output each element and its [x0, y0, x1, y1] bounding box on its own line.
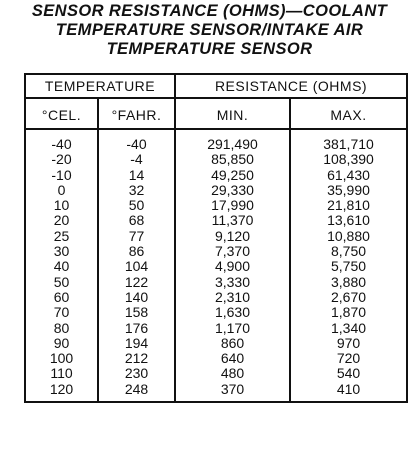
fahrenheit-header: °FAHR.: [98, 98, 175, 129]
title-line-2: TEMPERATURE SENSOR/INTAKE AIR: [55, 21, 364, 39]
celsius-header: °CEL.: [25, 98, 98, 129]
min-resistance-cell: 1,170: [175, 321, 290, 336]
fahrenheit-cell: 176: [98, 321, 175, 336]
min-resistance-cell: 1,630: [175, 305, 290, 320]
fahrenheit-cell: 77: [98, 229, 175, 244]
fahrenheit-cell: 230: [98, 366, 175, 381]
table-row: [25, 213, 407, 228]
celsius-cell: 0: [25, 183, 98, 198]
max-resistance-cell: 21,810: [290, 198, 407, 213]
celsius-cell: 100: [25, 351, 98, 366]
celsius-cell: -10: [25, 168, 98, 183]
max-resistance-cell: 10,880: [290, 229, 407, 244]
max-resistance-cell: 970: [290, 336, 407, 351]
min-resistance-cell: 4,900: [175, 259, 290, 274]
table-row: [25, 290, 407, 305]
min-resistance-cell: 370: [175, 382, 290, 402]
celsius-cell: 70: [25, 305, 98, 320]
min-resistance-cell: 7,370: [175, 244, 290, 259]
max-resistance-cell: 3,880: [290, 275, 407, 290]
max-resistance-cell: 381,710: [290, 129, 407, 152]
fahrenheit-cell: 122: [98, 275, 175, 290]
celsius-cell: 50: [25, 275, 98, 290]
table-row: [25, 275, 407, 290]
min-resistance-cell: 3,330: [175, 275, 290, 290]
fahrenheit-cell: 158: [98, 305, 175, 320]
fahrenheit-cell: 194: [98, 336, 175, 351]
fahrenheit-cell: 50: [98, 198, 175, 213]
table-row: [25, 259, 407, 274]
table-body: [25, 129, 407, 402]
max-resistance-cell: 5,750: [290, 259, 407, 274]
celsius-cell: 80: [25, 321, 98, 336]
min-resistance-cell: 85,850: [175, 152, 290, 167]
fahrenheit-cell: 140: [98, 290, 175, 305]
celsius-cell: 10: [25, 198, 98, 213]
title-line-3: TEMPERATURE SENSOR: [106, 40, 313, 58]
title-line-1: SENSOR RESISTANCE (OHMS)—COOLANT: [31, 2, 388, 20]
table-row: [25, 336, 407, 351]
table-row: [25, 305, 407, 320]
max-resistance-cell: 410: [290, 382, 407, 402]
max-resistance-cell: 35,990: [290, 183, 407, 198]
table-row: [25, 382, 407, 402]
max-resistance-cell: 108,390: [290, 152, 407, 167]
fahrenheit-cell: 248: [98, 382, 175, 402]
celsius-cell: -20: [25, 152, 98, 167]
celsius-cell: 120: [25, 382, 98, 402]
min-resistance-cell: 480: [175, 366, 290, 381]
min-resistance-cell: 17,990: [175, 198, 290, 213]
celsius-cell: 110: [25, 366, 98, 381]
fahrenheit-cell: 14: [98, 168, 175, 183]
max-resistance-cell: 61,430: [290, 168, 407, 183]
max-resistance-cell: 2,670: [290, 290, 407, 305]
table-row: [25, 183, 407, 198]
max-resistance-cell: 540: [290, 366, 407, 381]
min-resistance-cell: 640: [175, 351, 290, 366]
fahrenheit-cell: -4: [98, 152, 175, 167]
fahrenheit-cell: 86: [98, 244, 175, 259]
fahrenheit-cell: 32: [98, 183, 175, 198]
fahrenheit-cell: 212: [98, 351, 175, 366]
temperature-group-header: TEMPERATURE: [25, 74, 175, 98]
table-row: [25, 321, 407, 336]
max-resistance-cell: 1,340: [290, 321, 407, 336]
celsius-cell: 60: [25, 290, 98, 305]
resistance-group-header: RESISTANCE (OHMS): [175, 74, 407, 98]
celsius-cell: -40: [25, 129, 98, 152]
table-row: [25, 129, 407, 152]
fahrenheit-cell: 104: [98, 259, 175, 274]
min-resistance-cell: 29,330: [175, 183, 290, 198]
table-row: [25, 244, 407, 259]
min-resistance-cell: 291,490: [175, 129, 290, 152]
table-row: [25, 366, 407, 381]
table-row: [25, 351, 407, 366]
sensor-resistance-table: [24, 73, 408, 403]
table-row: [25, 198, 407, 213]
min-resistance-cell: 11,370: [175, 213, 290, 228]
celsius-cell: 20: [25, 213, 98, 228]
max-resistance-cell: 1,870: [290, 305, 407, 320]
min-resistance-cell: 49,250: [175, 168, 290, 183]
fahrenheit-cell: 68: [98, 213, 175, 228]
max-resistance-cell: 13,610: [290, 213, 407, 228]
min-header: MIN.: [175, 98, 290, 129]
celsius-cell: 30: [25, 244, 98, 259]
table-row: [25, 152, 407, 167]
max-resistance-cell: 720: [290, 351, 407, 366]
max-header: MAX.: [290, 98, 407, 129]
celsius-cell: 40: [25, 259, 98, 274]
document-title: [0, 2, 419, 59]
min-resistance-cell: 9,120: [175, 229, 290, 244]
fahrenheit-cell: -40: [98, 129, 175, 152]
celsius-cell: 25: [25, 229, 98, 244]
celsius-cell: 90: [25, 336, 98, 351]
table-row: [25, 229, 407, 244]
table-row: [25, 168, 407, 183]
max-resistance-cell: 8,750: [290, 244, 407, 259]
min-resistance-cell: 860: [175, 336, 290, 351]
min-resistance-cell: 2,310: [175, 290, 290, 305]
